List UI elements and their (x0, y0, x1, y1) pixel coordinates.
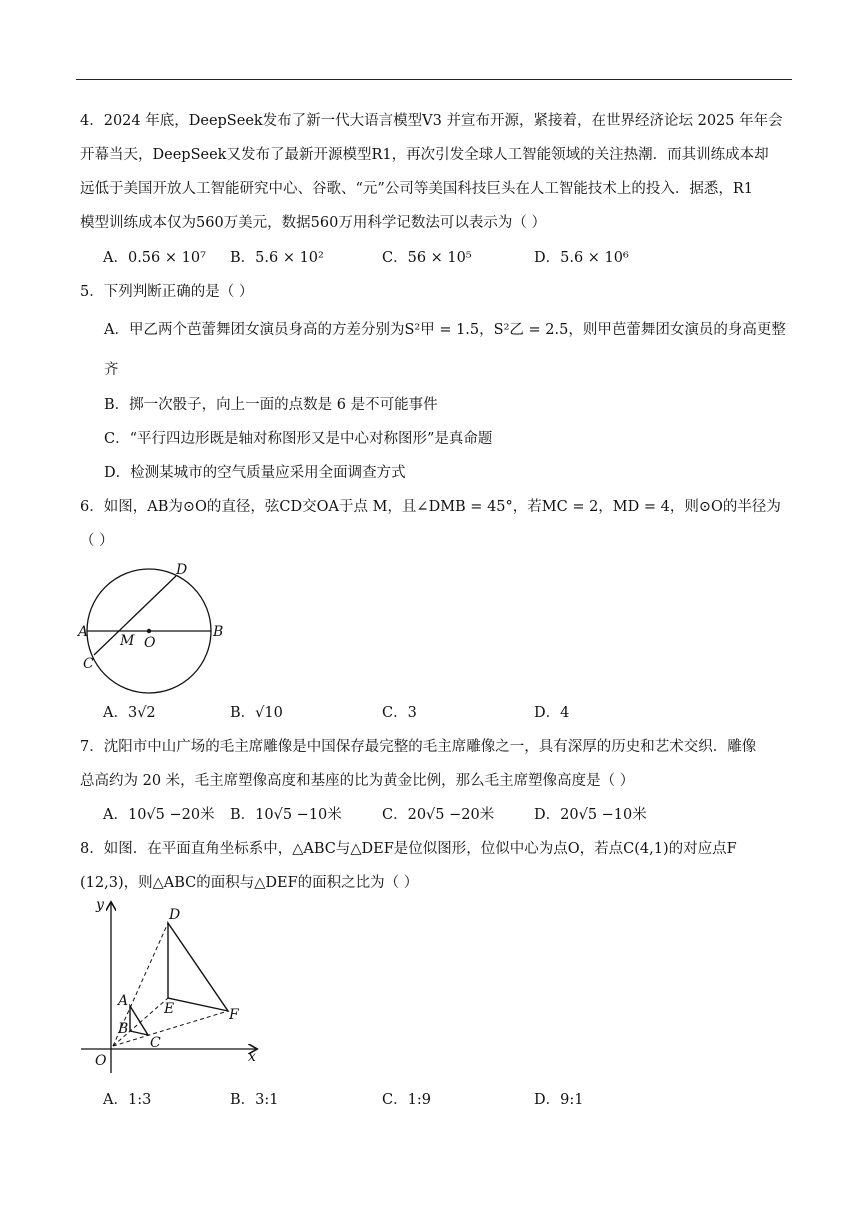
q6-line-1: 6．如图，AB为⊙O的直径，弦CD交OA于点 M，且∠DMB = 45°，若MC = 2，MD = 4，则⊙O的半径为 (80, 499, 781, 515)
q8-line-1: 8．如图．在平面直角坐标系中，△ABC与△DEF是位似图形，位似中心为点O，若点C(4,1)的对应点F (80, 841, 737, 857)
q4-option-d[interactable]: D．5.6 × 10⁶ (534, 250, 629, 266)
label-a: A (78, 624, 89, 640)
triangle-def (168, 923, 228, 1011)
q6-option-d[interactable]: D．4 (534, 705, 570, 721)
q4-line-1: 4．2024 年底，DeepSeek发布了新一代大语言模型V3 并宣布开源，紧接着，在世界经济论坛 2025 年年会 (80, 113, 783, 129)
label-f: F (229, 1007, 239, 1023)
q6-option-a[interactable]: A．3√2 (103, 705, 156, 721)
x-axis-label: x (248, 1049, 256, 1065)
q8-option-c[interactable]: C．1:9 (382, 1092, 431, 1108)
q8-option-a[interactable]: A．1:3 (103, 1092, 152, 1108)
label-b: B (118, 1021, 129, 1037)
chord-cd (94, 576, 176, 655)
q7-option-a[interactable]: A．10√5 −20米 (103, 807, 215, 823)
label-c: C (83, 656, 94, 672)
q5-option-d[interactable]: D．检测某城市的空气质量应采用全面调查方式 (104, 465, 406, 481)
q6-option-c[interactable]: C．3 (382, 705, 417, 721)
q7-line-1: 7．沈阳市中山广场的毛主席雕像是中国保存最完整的毛主席雕像之一，具有深厚的历史和艺术交织．雕像 (80, 739, 757, 755)
q6-line-2: （ ） (80, 533, 114, 549)
q4-line-3: 远低于美国开放人工智能研究中心、谷歌、“元”公司等美国科技巨头在人工智能技术上的投入．据悉，R1 (80, 181, 753, 197)
q6-option-b[interactable]: B．√10 (230, 705, 283, 721)
q5-option-a-cont: 齐 (104, 362, 119, 378)
q5-option-b[interactable]: B．掷一次骰子，向上一面的点数是 6 是不可能事件 (104, 397, 438, 413)
circle-figure (76, 558, 236, 698)
q8-option-d[interactable]: D．9:1 (534, 1092, 584, 1108)
triangle-abc (130, 1006, 148, 1035)
label-m: M (120, 633, 135, 649)
q7-option-b[interactable]: B．10√5 −10米 (230, 807, 342, 823)
q7-line-2: 总高约为 20 米，毛主席塑像高度和基座的比为黄金比例，那么毛主席塑像高度是（ ） (80, 773, 635, 789)
q5-option-c[interactable]: C．“平行四边形既是轴对称图形又是中心对称图形”是真命题 (104, 431, 493, 447)
coordinate-figure (76, 895, 266, 1080)
center-point (147, 629, 151, 633)
q4-option-b[interactable]: B．5.6 × 10² (230, 250, 324, 266)
y-axis-label: y (96, 897, 104, 913)
origin-label: O (95, 1053, 107, 1069)
q5-option-a[interactable]: A．甲乙两个芭蕾舞团女演员身高的方差分别为S²甲 = 1.5，S²乙 = 2.5，则甲芭蕾舞团女演员的身高更整 (104, 322, 786, 338)
q4-option-a[interactable]: A．0.56 × 10⁷ (103, 250, 206, 266)
header-rule (76, 79, 792, 80)
label-o: O (144, 635, 156, 651)
q5-stem: 5．下列判断正确的是（ ） (80, 284, 254, 300)
q7-option-c[interactable]: C．20√5 −20米 (382, 807, 495, 823)
q4-option-c[interactable]: C．56 × 10⁵ (382, 250, 472, 266)
q4-line-2: 开幕当天，DeepSeek又发布了最新开源模型R1，再次引发全球人工智能领域的关注热潮．而其训练成本却 (80, 147, 769, 163)
q4-line-4: 模型训练成本仅为560万美元，数据560万用科学记数法可以表示为（ ） (80, 215, 546, 231)
label-c: C (150, 1035, 161, 1051)
label-a: A (118, 993, 129, 1009)
label-b: B (213, 624, 224, 640)
label-d: D (176, 562, 188, 578)
q7-option-d[interactable]: D．20√5 −10米 (534, 807, 647, 823)
label-d: D (169, 907, 181, 923)
q8-option-b[interactable]: B．3:1 (230, 1092, 279, 1108)
q8-line-2: (12,3)，则△ABC的面积与△DEF的面积之比为（ ） (80, 875, 419, 891)
label-e: E (164, 1001, 175, 1017)
